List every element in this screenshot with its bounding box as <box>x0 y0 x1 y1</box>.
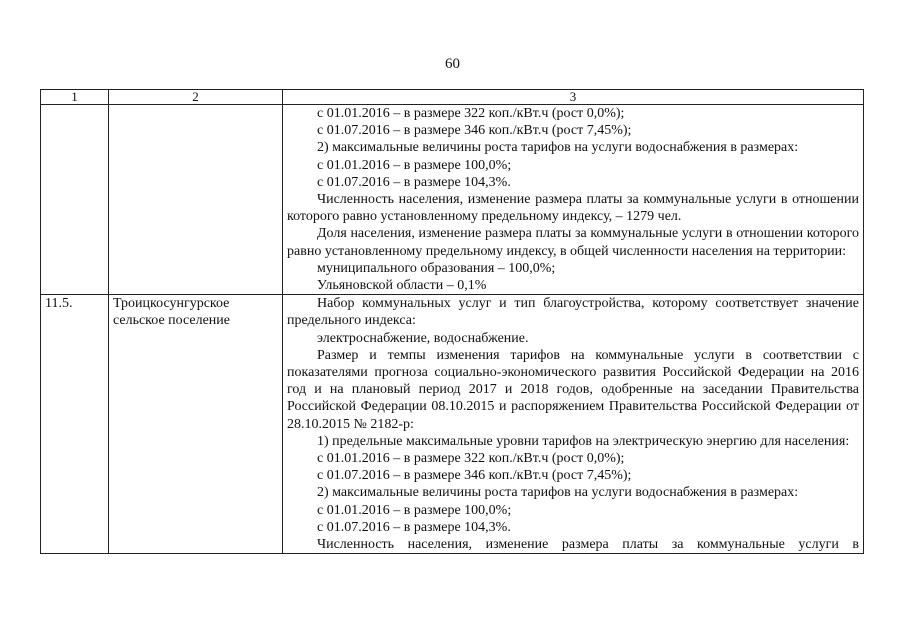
table-row <box>41 295 864 554</box>
table-row <box>41 105 864 295</box>
content-paragraph: 2) максимальные величины роста тарифов на услуги водоснабжения в размерах: <box>317 140 799 156</box>
content-paragraph: с 01.01.2016 – в размере 322 коп./кВт.ч (рост 0,0%); <box>317 106 625 121</box>
settlement-name-cell <box>109 105 283 295</box>
settlement-name-cell: Троицкосунгурское сельское поселение <box>109 295 283 554</box>
document-table <box>40 89 864 554</box>
row-number-cell: 11.5. <box>41 295 109 554</box>
row-content-cell <box>283 295 864 554</box>
column-header-2: 2 <box>109 90 283 105</box>
table-header-row <box>41 90 864 105</box>
column-header-3: 3 <box>283 90 864 105</box>
content-paragraph: с 01.01.2016 – в размере 100,0%; <box>317 157 512 173</box>
content-paragraph: 1) предельные максимальные уровни тарифов на электрическую энергию для населения: <box>317 433 850 449</box>
content-paragraph: 2) максимальные величины роста тарифов на услуги водоснабжения в размерах: <box>317 485 799 501</box>
content-paragraph: с 01.07.2016 – в размере 104,3%. <box>317 174 511 190</box>
column-header-1: 1 <box>41 90 109 105</box>
content-paragraph: с 01.01.2016 – в размере 100,0%; <box>317 502 512 518</box>
content-paragraph: с 01.07.2016 – в размере 346 коп./кВт.ч (рост 7,45%); <box>317 468 632 484</box>
content-paragraph: Ульяновской области – 0,1% <box>317 278 487 294</box>
content-paragraph: муниципального образования – 100,0%; <box>317 260 556 276</box>
content-paragraph: Размер и темпы изменения тарифов на коммунальные услуги в соответствии с показателями прогноза социально-экономического развития Российской Федерации на 2016 год и на плановый период 2017 и 2018 годов, одобренные на заседании Правительства Российской Федерации 08.10.2015 и распоряжением Правительства Российской Федерации от 28.10.2015 № 2182-р: <box>287 347 859 432</box>
content-paragraph: Набор коммунальных услуг и тип благоустройства, которому соответствует значение предельного индекса: <box>287 296 859 329</box>
row-number-cell <box>41 105 109 295</box>
page-number: 60 <box>445 56 460 72</box>
content-paragraph: электроснабжение, водоснабжение. <box>317 330 529 346</box>
content-paragraph: Численность населения, изменение размера платы за коммунальные услуги в отношении которого равно установленному предельному индексу, – 1279 чел. <box>287 192 859 225</box>
content-paragraph: Численность населения, изменение размера платы за коммунальные услуги в <box>317 537 859 553</box>
content-paragraph: с 01.07.2016 – в размере 346 коп./кВт.ч (рост 7,45%); <box>317 123 632 139</box>
content-paragraph: с 01.01.2016 – в размере 322 коп./кВт.ч (рост 0,0%); <box>317 451 625 467</box>
content-paragraph: с 01.07.2016 – в размере 104,3%. <box>317 519 511 535</box>
content-paragraph: Доля населения, изменение размера платы за коммунальные услуги в отношении которого равно установленному предельному индексу, в общей численности населения на территории: <box>287 226 859 259</box>
row-content-cell <box>283 105 864 295</box>
